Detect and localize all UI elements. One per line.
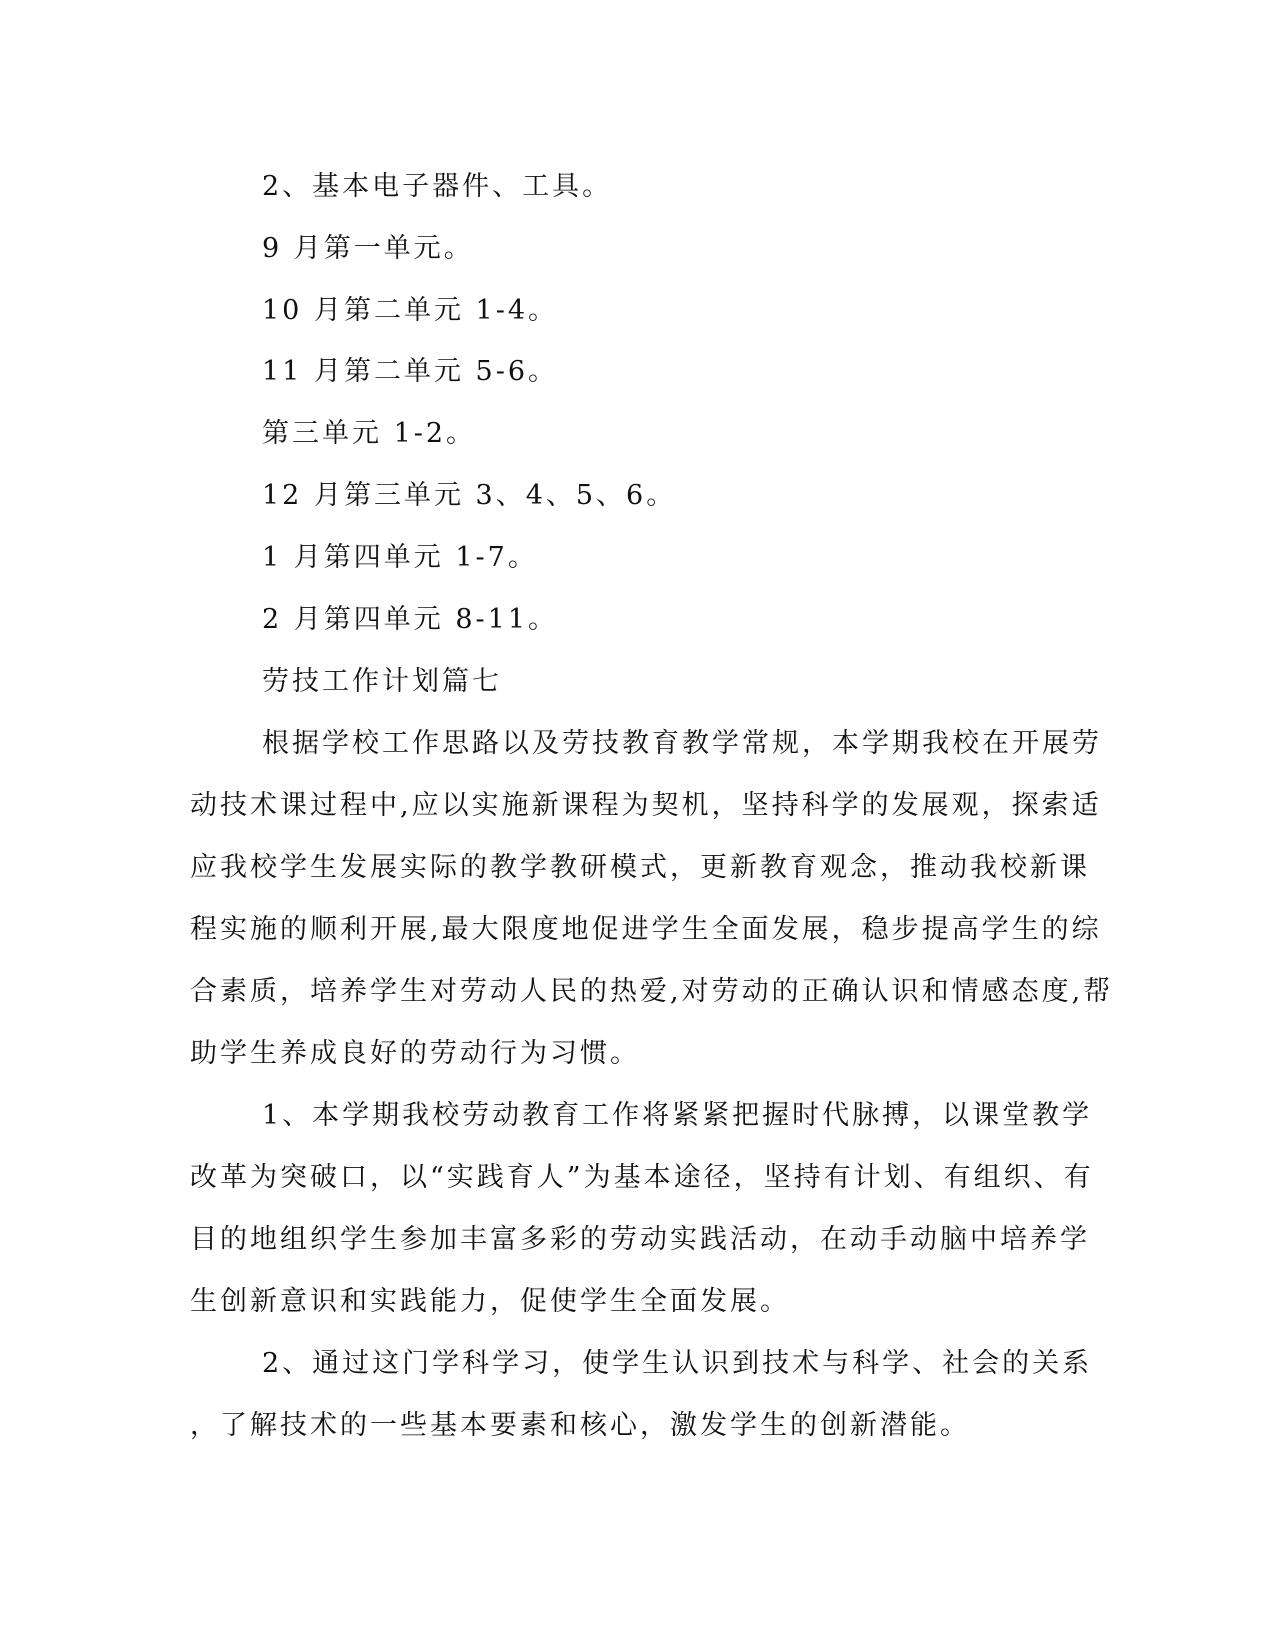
point-two-line: ，了解技术的一些基本要素和核心，激发学生的创新潜能。 <box>190 1410 970 1441</box>
intro-paragraph-line: 动技术课过程中,应以实施新课程为契机，坚持科学的发展观，探索适 <box>190 790 1102 821</box>
point-one-line: 生创新意识和实践能力，促使学生全面发展。 <box>190 1286 790 1317</box>
intro-paragraph-line: 合素质，培养学生对劳动人民的热爱,对劳动的正确认识和情感态度,帮 <box>190 976 1114 1007</box>
schedule-line: 1 月第四单元 1-7。 <box>262 542 538 573</box>
schedule-line: 2 月第四单元 8-11。 <box>262 604 559 635</box>
point-one-line: 1、本学期我校劳动教育工作将紧紧把握时代脉搏，以课堂教学 <box>262 1100 1093 1131</box>
schedule-line: 第三单元 1-2。 <box>262 418 477 449</box>
schedule-line: 11 月第二单元 5-6。 <box>262 356 559 387</box>
intro-paragraph-line: 应我校学生发展实际的教学教研模式，更新教育观念，推动我校新课 <box>190 852 1090 883</box>
intro-paragraph-line: 程实施的顺利开展,最大限度地促进学生全面发展，稳步提高学生的综 <box>190 914 1102 945</box>
section-heading: 劳技工作计划篇七 <box>262 666 502 697</box>
intro-paragraph-line: 助学生养成良好的劳动行为习惯。 <box>190 1038 640 1069</box>
schedule-line: 2、基本电子器件、工具。 <box>262 171 613 202</box>
point-one-line: 目的地组织学生参加丰富多彩的劳动实践活动，在动手动脑中培养学 <box>190 1224 1090 1255</box>
point-two-line: 2、通过这门学科学习，使学生认识到技术与科学、社会的关系 <box>262 1348 1093 1379</box>
schedule-line: 9 月第一单元。 <box>262 233 474 264</box>
intro-paragraph-line: 根据学校工作思路以及劳技教育教学常规，本学期我校在开展劳 <box>262 728 1102 759</box>
schedule-line: 10 月第二单元 1-4。 <box>262 295 559 326</box>
point-one-line: 改革为突破口，以“实践育人”为基本途径，坚持有计划、有组织、有 <box>190 1162 1094 1193</box>
schedule-line: 12 月第三单元 3、4、5、6。 <box>262 480 677 511</box>
